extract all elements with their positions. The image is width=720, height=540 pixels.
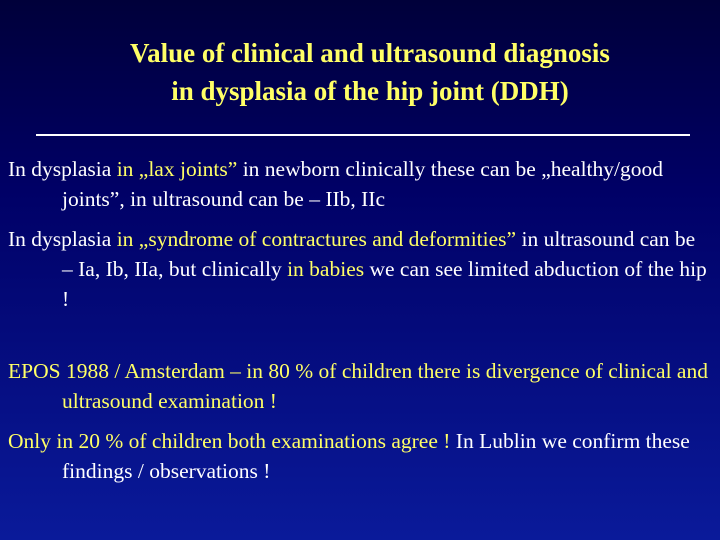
- highlight-text: in babies: [287, 257, 365, 281]
- slide-title: [40, 34, 700, 110]
- title-line-1: Value of clinical and ultrasound diagnosis: [130, 38, 610, 68]
- text: in newborn clinically these can be „healthy/good joints”, in ultrasound can be – IIb, IIc: [62, 157, 663, 211]
- text: in ultrasound can be – Ia, Ib, IIa, but clinically: [62, 227, 696, 281]
- highlight-text: Only in 20 % of children both examinations agree !: [8, 429, 451, 453]
- text: In Lublin we confirm these findings / observations !: [62, 429, 690, 483]
- text: we can see limited abduction of the hip !: [62, 257, 707, 311]
- highlight-text: in „syndrome of contractures and deformities”: [116, 227, 517, 251]
- highlight-text: EPOS 1988 / Amsterdam – in 80 % of children there is divergence of clinical and ultrasound examination !: [8, 359, 708, 413]
- paragraph-lax-joints: [8, 154, 708, 214]
- text: In dysplasia: [8, 227, 117, 251]
- highlight-text: in „lax joints”: [116, 157, 238, 181]
- paragraph-lublin: [8, 426, 708, 486]
- title-divider: [36, 134, 690, 136]
- paragraph-epos: [8, 356, 708, 416]
- title-line-2: in dysplasia of the hip joint (DDH): [171, 76, 569, 106]
- paragraph-contractures: [8, 224, 708, 314]
- text: In dysplasia: [8, 157, 117, 181]
